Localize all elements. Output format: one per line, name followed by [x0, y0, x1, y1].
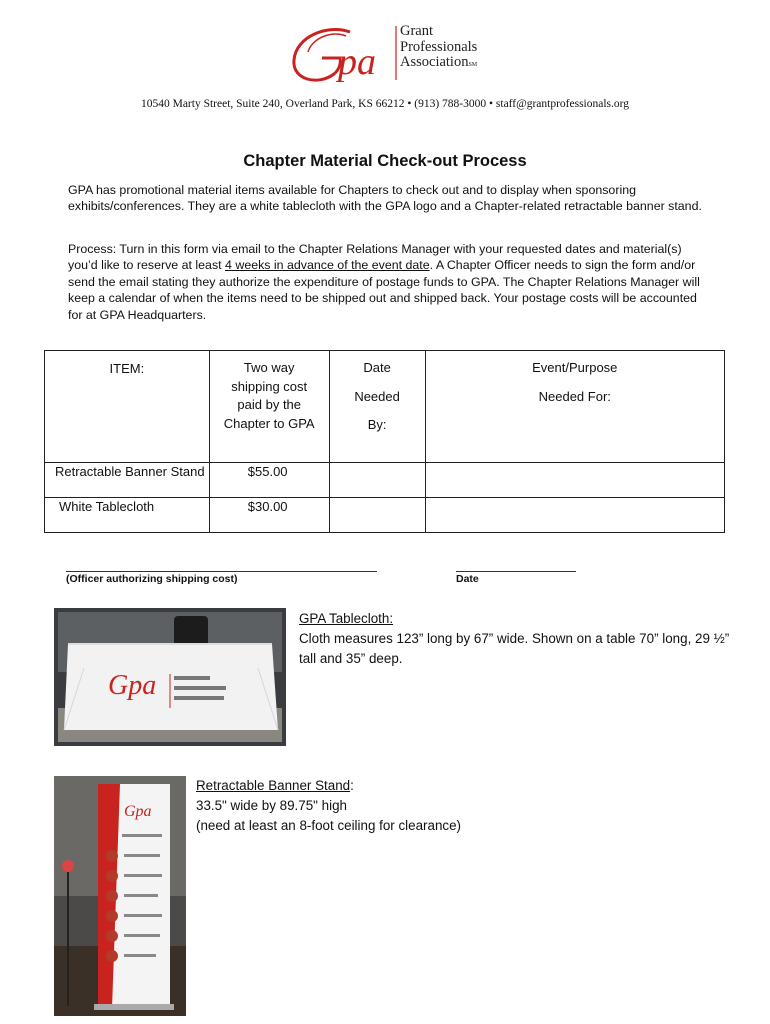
- header-date-line: Needed: [354, 388, 400, 404]
- tablecloth-text: Cloth measures 123” long by 67” wide. Shown on a table 70” long, 29 ½” tall and 35” deep.: [299, 631, 730, 666]
- svg-text:Gpa: Gpa: [124, 803, 152, 820]
- logo-line-professionals: Professionals: [400, 38, 478, 55]
- logo-service-mark: SM: [468, 62, 478, 68]
- officer-signature-line[interactable]: [66, 571, 377, 572]
- table-header-row: [45, 351, 725, 463]
- row-cost: $30.00: [209, 498, 329, 533]
- table-row: [45, 463, 725, 498]
- checkout-table: [44, 350, 725, 533]
- banner-stand-photo: [54, 776, 186, 1016]
- row-event-field[interactable]: [425, 498, 724, 533]
- header-date-line: Date: [363, 360, 391, 375]
- intro-paragraph: GPA has promotional material items available for Chapters to check out and to display when sponsoring exhibits/conferences. They are a white tablecloth with the GPA logo and a Chapter-related retractable banner stand.: [68, 183, 702, 214]
- header-cost-line: shipping cost: [231, 378, 308, 394]
- table-row: [45, 498, 725, 533]
- officer-signature-label: (Officer authorizing shipping cost): [66, 573, 238, 585]
- svg-text:Gpa: Gpa: [108, 670, 157, 701]
- row-cost: $55.00: [209, 463, 329, 498]
- process-paragraph: [68, 241, 708, 323]
- header-cost: [209, 351, 329, 463]
- row-date-field[interactable]: [329, 463, 425, 498]
- banner-caption: [196, 776, 636, 836]
- header-event: [425, 351, 724, 463]
- banner-clearance-note: (need at least an 8-foot ceiling for clearance): [196, 818, 461, 833]
- header-cost-line: Two way: [243, 360, 295, 375]
- date-signature-label: Date: [456, 573, 479, 585]
- header-date: [329, 351, 425, 463]
- header-date-line: By:: [367, 417, 387, 432]
- header-cost-line: Chapter to GPA: [223, 415, 315, 431]
- row-event-field[interactable]: [425, 463, 724, 498]
- header-item: ITEM:: [45, 351, 210, 463]
- banner-heading: Retractable Banner Stand: [196, 778, 351, 793]
- banner-heading-colon: :: [350, 778, 354, 793]
- row-item: Retractable Banner Stand: [45, 463, 210, 498]
- banner-dimensions: 33.5" wide by 89.75" high: [196, 798, 347, 813]
- logo-line-grant: Grant: [400, 23, 434, 39]
- process-text-after: . A Chapter Officer needs to sign the form and/or send the email stating they authorize the expenditure of postage funds to GPA. The Chapter Relations Manager will keep a calendar of when the items need to be shipped out and shipped back. Your postage costs will be accounted for at GPA Headquarters.: [68, 258, 700, 322]
- process-text-before: Process: Turn in this form via email to the Chapter Relations Manager with your requested dates and material(s) you’d like to reserve at least: [68, 242, 682, 273]
- logo-line-association: Association: [400, 54, 469, 70]
- tablecloth-photo: [54, 608, 286, 746]
- header-event-line: Event/Purpose: [532, 360, 618, 375]
- date-signature-line[interactable]: [456, 571, 576, 572]
- header-cost-line: paid by the: [237, 397, 302, 412]
- row-item: White Tablecloth: [45, 498, 210, 533]
- header-event-line: Needed For:: [538, 388, 611, 404]
- page-title: Chapter Material Check-out Process: [243, 152, 527, 170]
- svg-text:pa: pa: [338, 41, 376, 83]
- process-deadline: 4 weeks in advance of the event date: [225, 258, 430, 273]
- logo-wordmark: [400, 24, 477, 74]
- tablecloth-heading: GPA Tablecloth:: [299, 611, 394, 626]
- row-date-field[interactable]: [329, 498, 425, 533]
- tablecloth-caption: [299, 609, 739, 669]
- address-line: 10540 Marty Street, Suite 240, Overland Park, KS 66212 • (913) 788-3000 • staff@grantprofessionals.org: [140, 98, 630, 110]
